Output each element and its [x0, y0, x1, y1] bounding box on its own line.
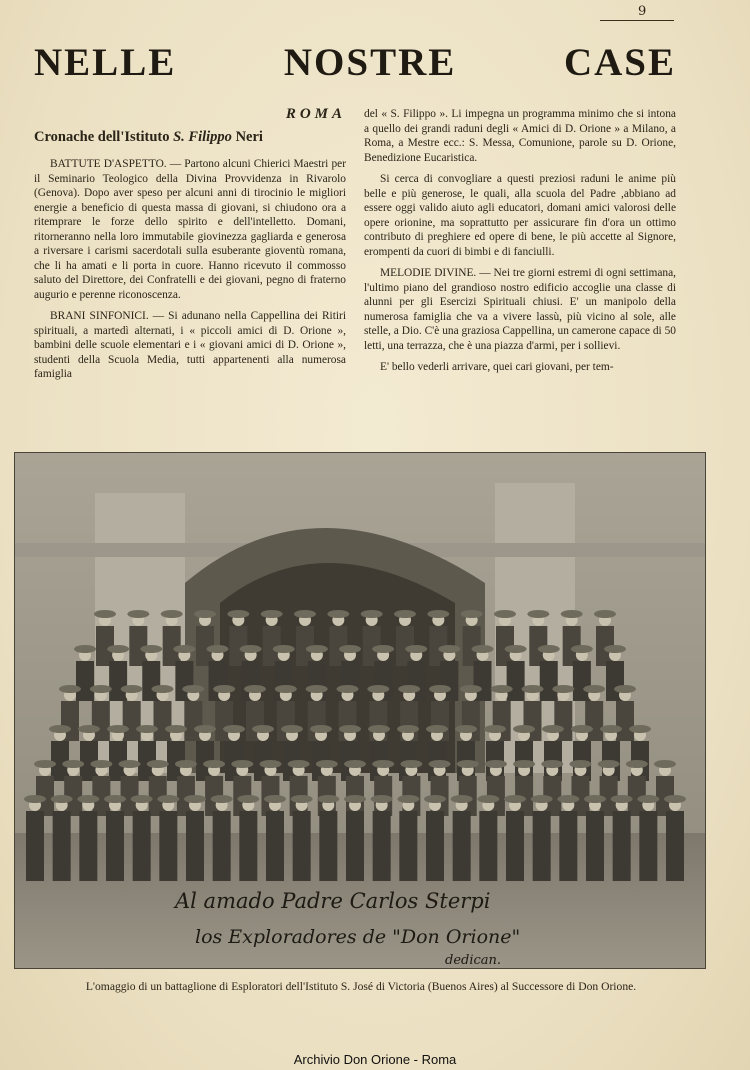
- scout-hat-icon: [542, 725, 564, 733]
- scout-hat-icon: [194, 725, 216, 733]
- scout-hat-icon: [339, 645, 361, 653]
- scout-figure: [239, 811, 257, 881]
- article-paragraph: BATTUTE D'ASPETTO. — Partono alcuni Chierici Maestri per il Seminario Teologico della Divina Provvidenza in Rivarolo (Genova). Dopo aver speso per alcuni anni di tirocinio le migliori energie a beneficio di questa massa di giovani, si chiudono ora a ritemprare le forze dello spirito e dell'intelletto. Domani, ritorneranno nella loro immutabile giovinezza gagliarda e generosa a riversare i carismi sacerdotali sulla esuberante gioventù romana, che li ha amati e li porta in cuore. Hanno ricevuto il commosso saluto del Direttore, dei Confratelli e dei giovani, pegno di fraterno augurio e perenne riconoscenza.: [34, 158, 346, 301]
- city-heading: ROMA: [285, 106, 346, 122]
- scout-hat-icon: [152, 685, 174, 693]
- archive-footer: Archivio Don Orione - Roma: [293, 1052, 457, 1067]
- scout-figure: [533, 811, 551, 881]
- scout-hat-icon: [371, 795, 393, 803]
- scout-hat-icon: [147, 760, 169, 768]
- scout-hat-icon: [252, 725, 274, 733]
- scout-hat-icon: [584, 795, 606, 803]
- scout-hat-icon: [173, 645, 195, 653]
- scout-hat-icon: [227, 610, 249, 618]
- left-column: [34, 107, 346, 382]
- scout-hat-icon: [664, 795, 686, 803]
- scout-hat-icon: [94, 610, 116, 618]
- scout-figure: [507, 661, 525, 701]
- scout-hat-icon: [604, 645, 626, 653]
- scout-hat-icon: [127, 610, 149, 618]
- article-paragraph: Si cerca di convogliare a questi preziosi raduni le anime più belle e più generose, le quali, alla scuola del Padre ,abbiano ad essere oggi valido aiuto agli educatori, domani amici valorosi delle opere orionine, ma soprattutto per assicurare fin d'ora un ottimo contributo di preghiere ed opere di bene, le più accette al Signore, erompenti da cuori di bimbi e di fanciulli.: [364, 173, 676, 258]
- scout-hat-icon: [491, 685, 513, 693]
- scout-figure: [613, 811, 631, 881]
- dedication-line: dedican.: [445, 953, 502, 968]
- scout-hat-icon: [273, 645, 295, 653]
- scout-hat-icon: [569, 760, 591, 768]
- scout-hat-icon: [240, 645, 262, 653]
- scout-hat-icon: [275, 685, 297, 693]
- scout-hat-icon: [317, 795, 339, 803]
- scout-hat-icon: [213, 685, 235, 693]
- scout-hat-icon: [460, 685, 482, 693]
- scout-hat-icon: [344, 795, 366, 803]
- scout-hat-icon: [527, 610, 549, 618]
- scout-figure: [666, 811, 684, 881]
- scout-hat-icon: [90, 760, 112, 768]
- scout-figure: [453, 811, 471, 881]
- scout-hat-icon: [505, 645, 527, 653]
- scout-hat-icon: [368, 725, 390, 733]
- scout-hat-icon: [654, 760, 676, 768]
- scout-figure: [266, 811, 284, 881]
- scout-hat-icon: [397, 725, 419, 733]
- scout-hat-icon: [184, 795, 206, 803]
- scout-hat-icon: [484, 725, 506, 733]
- scout-hat-icon: [339, 725, 361, 733]
- dedication-line: Al amado Padre Carlos Sterpi: [175, 889, 491, 913]
- scout-hat-icon: [397, 795, 419, 803]
- scout-hat-icon: [398, 685, 420, 693]
- scout-figure: [159, 811, 177, 881]
- scout-figure: [540, 661, 558, 701]
- scout-hat-icon: [426, 725, 448, 733]
- scout-hat-icon: [394, 610, 416, 618]
- article-paragraph: BRANI SINFONICI. — Si adunano nella Cappellina dei Ritiri spirituali, a martedì alternati, i « piccoli amici di D. Orione », bambini delle scuole elementari e i « giovani amici di D. Orione », studenti della Scuola Media, tutti appartenenti alla numerosa famiglia: [34, 310, 346, 380]
- scout-hat-icon: [405, 645, 427, 653]
- scout-hat-icon: [51, 795, 73, 803]
- scout-hat-icon: [288, 760, 310, 768]
- scout-hat-icon: [237, 795, 259, 803]
- scout-hat-icon: [552, 685, 574, 693]
- scout-hat-icon: [598, 760, 620, 768]
- masthead: [34, 40, 676, 85]
- scout-figure: [53, 811, 71, 881]
- scout-hat-icon: [455, 725, 477, 733]
- scout-hat-icon: [557, 795, 579, 803]
- scout-hat-icon: [194, 610, 216, 618]
- scout-hat-icon: [513, 725, 535, 733]
- scout-figure: [293, 811, 311, 881]
- scout-hat-icon: [504, 795, 526, 803]
- scout-hat-icon: [107, 645, 129, 653]
- scout-hat-icon: [571, 645, 593, 653]
- scout-hat-icon: [522, 685, 544, 693]
- scout-hat-icon: [583, 685, 605, 693]
- scout-hat-icon: [211, 795, 233, 803]
- section-title-italic: S. Filippo: [173, 128, 232, 145]
- scout-hat-icon: [337, 685, 359, 693]
- scout-hat-icon: [451, 795, 473, 803]
- scout-hat-icon: [306, 645, 328, 653]
- scout-figure: [186, 811, 204, 881]
- scout-hat-icon: [24, 795, 46, 803]
- scout-hat-icon: [485, 760, 507, 768]
- masthead-word: NELLE: [34, 41, 177, 84]
- scout-figure: [399, 811, 417, 881]
- scout-hat-icon: [561, 610, 583, 618]
- scout-hat-icon: [136, 725, 158, 733]
- scout-hat-icon: [571, 725, 593, 733]
- section-title-part: Cronache dell'Istituto: [34, 128, 170, 145]
- scout-hat-icon: [429, 685, 451, 693]
- scout-hat-icon: [182, 685, 204, 693]
- article-paragraph: del « S. Filippo ». Li impegna un programma minimo che si intona a quello dei grandi raduni degli « Amici di D. Orione » a Milano, a Roma, a Mestre ecc.: S. Messa, Comunione, parole su D. Orione, Benedizione Eucaristica.: [364, 108, 676, 164]
- scout-hat-icon: [427, 610, 449, 618]
- page-number: 9: [638, 4, 647, 19]
- scout-hat-icon: [477, 795, 499, 803]
- scout-hat-icon: [327, 610, 349, 618]
- article-paragraph: E' bello vederli arrivare, quei cari giovani, per tem-: [380, 361, 614, 373]
- masthead-word: NOSTRE: [283, 41, 457, 84]
- scout-hat-icon: [62, 760, 84, 768]
- scout-hat-icon: [107, 725, 129, 733]
- scout-hat-icon: [361, 610, 383, 618]
- scout-hat-icon: [429, 760, 451, 768]
- scout-hat-icon: [367, 685, 389, 693]
- scout-hat-icon: [281, 725, 303, 733]
- scout-hat-icon: [131, 795, 153, 803]
- scout-hat-icon: [161, 610, 183, 618]
- scout-hat-icon: [306, 685, 328, 693]
- photo-illustration: [15, 453, 705, 968]
- scout-figure: [109, 661, 127, 701]
- scout-hat-icon: [231, 760, 253, 768]
- scout-hat-icon: [223, 725, 245, 733]
- scout-hat-icon: [90, 685, 112, 693]
- scout-hat-icon: [74, 645, 96, 653]
- scout-hat-icon: [104, 795, 126, 803]
- scout-hat-icon: [372, 760, 394, 768]
- scout-figure: [559, 811, 577, 881]
- scout-figure: [506, 811, 524, 881]
- scout-hat-icon: [203, 760, 225, 768]
- scout-hat-icon: [310, 725, 332, 733]
- scout-hat-icon: [259, 760, 281, 768]
- scout-hat-icon: [541, 760, 563, 768]
- dedication-line: los Exploradores de "Don Orione": [195, 926, 521, 948]
- scout-figure: [79, 811, 97, 881]
- scout-hat-icon: [261, 610, 283, 618]
- scout-hat-icon: [291, 795, 313, 803]
- scout-figure: [213, 811, 231, 881]
- scout-hat-icon: [372, 645, 394, 653]
- section-title: [34, 130, 346, 145]
- scout-figure: [373, 811, 391, 881]
- group-photograph: [14, 452, 706, 969]
- scout-hat-icon: [344, 760, 366, 768]
- scout-hat-icon: [531, 795, 553, 803]
- article-paragraph: MELODIE DIVINE. — Nei tre giorni estremi di ogni settimana, l'ultimo piano del grandioso nostro edificio accoglie una classe di alunni per gli Esercizi Spirituali chiusi. E' un manipolo della numerosa famiglia che va a vivere lassù, più vicino al sole, alle stelle, a Dio. C'è una graziosa Cappellina, un camerone capace di 50 letti, una terrazza, che è una piazza d'armi, per i sollievi.: [364, 267, 676, 352]
- scout-hat-icon: [461, 610, 483, 618]
- scout-figure: [319, 811, 337, 881]
- scout-hat-icon: [538, 645, 560, 653]
- scout-hat-icon: [611, 795, 633, 803]
- scout-hat-icon: [457, 760, 479, 768]
- scout-figure: [123, 701, 141, 741]
- scout-figure: [586, 811, 604, 881]
- scout-hat-icon: [513, 760, 535, 768]
- scout-hat-icon: [78, 725, 100, 733]
- scout-hat-icon: [614, 685, 636, 693]
- scout-hat-icon: [424, 795, 446, 803]
- section-title-part: Neri: [235, 128, 263, 145]
- scout-hat-icon: [77, 795, 99, 803]
- scout-hat-icon: [157, 795, 179, 803]
- scout-hat-icon: [34, 760, 56, 768]
- scout-hat-icon: [600, 725, 622, 733]
- scout-hat-icon: [472, 645, 494, 653]
- scout-hat-icon: [121, 685, 143, 693]
- scout-figure: [26, 811, 44, 881]
- scout-hat-icon: [637, 795, 659, 803]
- scout-figure: [76, 661, 94, 701]
- scout-figure: [426, 811, 444, 881]
- scout-hat-icon: [264, 795, 286, 803]
- scout-hat-icon: [629, 725, 651, 733]
- scout-hat-icon: [400, 760, 422, 768]
- scout-hat-icon: [59, 685, 81, 693]
- scout-hat-icon: [594, 610, 616, 618]
- right-column: [364, 107, 676, 375]
- scout-hat-icon: [438, 645, 460, 653]
- scout-figure: [479, 811, 497, 881]
- scout-hat-icon: [294, 610, 316, 618]
- header-rule: [600, 20, 674, 21]
- scout-figure: [106, 811, 124, 881]
- scout-hat-icon: [165, 725, 187, 733]
- scout-hat-icon: [119, 760, 141, 768]
- scout-figure: [346, 811, 364, 881]
- scout-figure: [133, 811, 151, 881]
- photo-caption: L'omaggio di un battaglione di Esploratori dell'Istituto S. José di Victoria (Buenos Aires) al Successore di Don Orione.: [85, 980, 637, 993]
- scout-hat-icon: [49, 725, 71, 733]
- scout-figure: [639, 811, 657, 881]
- scout-hat-icon: [244, 685, 266, 693]
- scout-hat-icon: [207, 645, 229, 653]
- scout-hat-icon: [140, 645, 162, 653]
- scout-hat-icon: [316, 760, 338, 768]
- scout-hat-icon: [494, 610, 516, 618]
- masthead-word: CASE: [563, 41, 676, 84]
- scout-group: [24, 610, 686, 881]
- scout-hat-icon: [175, 760, 197, 768]
- scout-hat-icon: [626, 760, 648, 768]
- scout-figure: [616, 701, 634, 741]
- scout-figure: [154, 701, 172, 741]
